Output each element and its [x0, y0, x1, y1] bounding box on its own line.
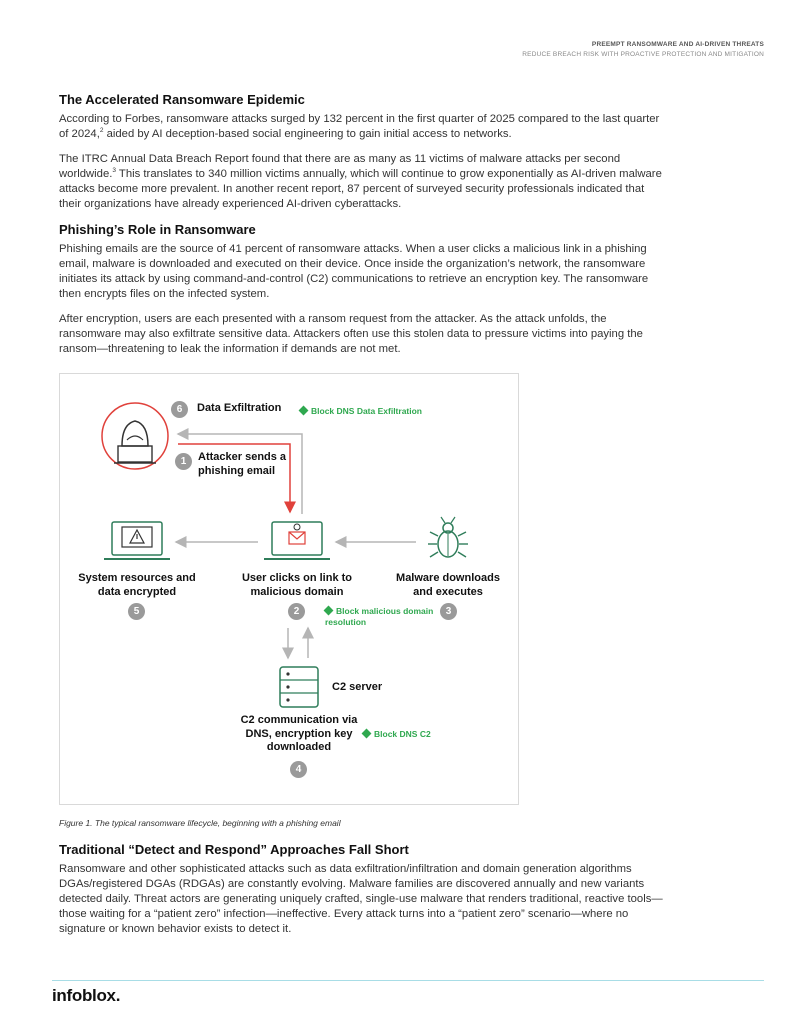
paragraph-text: The ITRC Annual Data Breach Report found that there are as many as 11 victims of malware attacks per second worldwide.: [59, 153, 621, 180]
figure-caption: Figure 1. The typical ransomware lifecycle, beginning with a phishing email: [59, 818, 341, 828]
paragraph-text: According to Forbes, ransomware attacks surged by 132 percent in the first quarter of 2025 compared to the last quarter of 2024,: [59, 113, 660, 140]
running-header-title: PREEMPT RANSOMWARE AND AI-DRIVEN THREATS: [591, 41, 764, 48]
paragraph-text: This translates to 340 million victims annually, which will continue to grow exponentially as AI-driven malware attacks become more prevalent. In another recent report, 87 percent of surveyed security professionals indicated that their organizations have already experienced AI-driven cyberattacks.: [59, 168, 662, 210]
diamond-icon: [324, 606, 334, 616]
block-domain-badge: [325, 606, 435, 628]
step-number-6: 6: [171, 401, 188, 418]
block-c2-label: Block DNS C2: [374, 729, 431, 739]
server-icon: [280, 667, 318, 707]
step-label-data-exfiltration: Data Exfiltration: [197, 402, 282, 414]
hacker-icon: [102, 403, 168, 469]
step-label-user-clicks: User clicks on link to malicious domain: [241, 572, 353, 598]
section-heading-detect-respond: Traditional “Detect and Respond” Approaches Fall Short: [59, 842, 409, 857]
footer-divider: [52, 980, 764, 981]
step-label-encrypted: System resources and data encrypted: [78, 572, 196, 598]
block-domain-label: Block malicious domain resolution: [325, 606, 434, 627]
section-heading-epidemic: The Accelerated Ransomware Epidemic: [59, 92, 305, 107]
section-heading-phishing: Phishing’s Role in Ransomware: [59, 222, 256, 237]
block-exfil-badge: [300, 406, 422, 417]
step-label-malware: Malware downloads and executes: [396, 572, 500, 598]
step-number-2: 2: [288, 603, 305, 620]
step-label-phishing: Attacker sends a phishing email: [198, 451, 287, 477]
running-header: [522, 40, 764, 60]
step-number-4: 4: [290, 761, 307, 778]
paragraph-text: aided by AI deception-based social engineering to gain initial access to networks.: [103, 128, 512, 140]
diamond-icon: [299, 406, 309, 416]
paragraph-forbes: [59, 112, 669, 142]
malware-bug-icon: [428, 517, 468, 557]
footnote-ref: 2: [99, 127, 104, 135]
block-c2-badge: [363, 729, 431, 740]
step-number-1: 1: [175, 453, 192, 470]
laptop-email-icon: [264, 522, 330, 559]
diamond-icon: [362, 729, 372, 739]
main-content: [59, 92, 669, 367]
footnote-ref: 3: [112, 167, 116, 175]
c2-server-label: C2 server: [332, 681, 383, 693]
paragraph-detect-respond: Ransomware and other sophisticated attacks such as data exfiltration/infiltration and domain generation algorithms DGAs/registered DGAs (RDGAs) are constantly evolving. Malware families are discovered annually and new variants detected daily. Threat actors are generating uniquely crafted, single-use malware that renders traditional, reactive tools—those waiting for a “patient zero” infection—ineffective. Every attack turns into a “patient zero” scenario—where no signature or known behavior exists to detect it.: [59, 863, 663, 935]
step-label-c2: C2 communication via DNS, encryption key downloaded: [240, 714, 358, 753]
paragraph-phishing: Phishing emails are the source of 41 percent of ransomware attacks. When a user clicks a malicious link in a phishing email, malware is downloaded and executed on their device. Once inside the organization’s network, the ransomware initiates its attack by using command-and-control (C2) communications to retrieve an encryption key. The ransomware then encrypts files on the infected system.: [59, 243, 649, 300]
main-content-continued: [59, 842, 669, 947]
infoblox-logo: infoblox.: [52, 986, 121, 1005]
paragraph-itrc: [59, 152, 669, 212]
laptop-warning-icon: [104, 522, 170, 559]
step-number-3: 3: [440, 603, 457, 620]
block-exfil-label: Block DNS Data Exfiltration: [311, 406, 422, 416]
running-header-subtitle: REDUCE BREACH RISK WITH PROACTIVE PROTECTION AND MITIGATION: [522, 51, 764, 58]
paragraph-encryption: After encryption, users are each presented with a ransom request from the attacker. As the attack unfolds, the ransomware may also exfiltrate sensitive data. Attackers often use this stolen data to pressure victims into paying the ransom—threatening to leak the information if demands are not met.: [59, 313, 643, 355]
ransomware-lifecycle-figure: [59, 373, 519, 805]
step-number-5: 5: [128, 603, 145, 620]
